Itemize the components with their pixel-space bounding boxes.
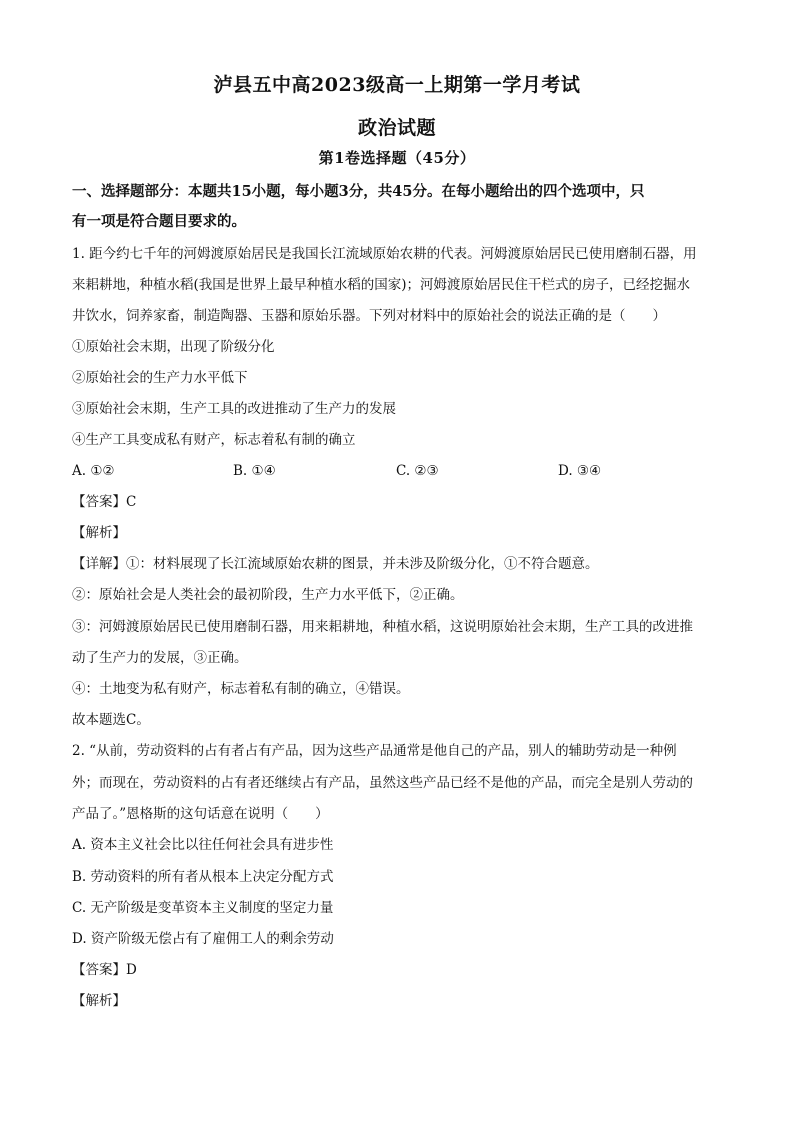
- q2-option-d: D. 资产阶级无偿占有了雇佣工人的剩余劳动: [72, 931, 334, 947]
- q1-detail-5: ④：土地变为私有财产，标志着私有制的确立，④错误。: [72, 681, 410, 697]
- q2-option-a: A. 资本主义社会比以往任何社会具有进步性: [72, 837, 334, 853]
- q2-analysis-label: 【解析】: [72, 993, 126, 1009]
- q2-option-c: C. 无产阶级是变革资本主义制度的坚定力量: [72, 900, 334, 916]
- q1-detail-3: ③：河姆渡原始居民已使用磨制石器，用来耜耕地，种植水稻，这说明原始社会末期，生产工具的改进推: [72, 619, 693, 635]
- q2-stem-3: 产品了。”恩格斯的这句话意在说明（ ）: [72, 806, 329, 822]
- exam-title: 泸县五中高2023级高一上期第一学月考试: [213, 74, 581, 96]
- q1-stem-1: 1. 距今约七千年的河姆渡原始居民是我国长江流域原始农耕的代表。河姆渡原始居民已使用磨制石器，用: [72, 246, 697, 262]
- section-instruction-1: 一、选择题部分：本题共15小题，每小题3分，共45分。在每小题给出的四个选项中，只: [72, 183, 645, 200]
- q1-detail-4: 动了生产力的发展，③正确。: [72, 650, 248, 666]
- q2-option-b: B. 劳动资料的所有者从根本上决定分配方式: [72, 869, 334, 885]
- q1-analysis-label: 【解析】: [72, 525, 126, 541]
- q1-detail-1: 【详解】①：材料展现了长江流域原始农耕的图景，并未涉及阶级分化，①不符合题意。: [72, 556, 599, 572]
- q1-statement-4: ④生产工具变成私有财产，标志着私有制的确立: [72, 432, 356, 448]
- q1-statement-1: ①原始社会末期，出现了阶级分化: [72, 339, 275, 355]
- q2-stem-2: 外；而现在，劳动资料的占有者还继续占有产品，虽然这些产品已经不是他的产品，而完全是别人劳动的: [72, 775, 693, 791]
- q1-detail-6: 故本题选C。: [72, 712, 150, 728]
- q1-answer: 【答案】C: [72, 494, 137, 510]
- q1-stem-3: 井饮水，饲养家畜，制造陶器、玉器和原始乐器。下列对材料中的原始社会的说法正确的是（ ）: [72, 308, 666, 324]
- q1-option-c: C. ②③: [396, 463, 439, 479]
- q1-option-d: D. ③④: [558, 463, 602, 479]
- q1-detail-2: ②：原始社会是人类社会的最初阶段，生产力水平低下，②正确。: [72, 587, 464, 603]
- q1-stem-2: 来耜耕地，种植水稻(我国是世界上最早种植水稻的国家)；河姆渡原始居民住干栏式的房子，已经挖掘水: [72, 277, 691, 293]
- q1-option-b: B. ①④: [233, 463, 276, 479]
- q2-stem-1: 2. “从前，劳动资料的占有者占有产品，因为这些产品通常是他自己的产品，别人的辅助劳动是一种例: [72, 743, 677, 759]
- subject-title: 政治试题: [357, 117, 436, 139]
- section-instruction-2: 有一项是符合题目要求的。: [72, 213, 246, 230]
- q1-statement-2: ②原始社会的生产力水平低下: [72, 370, 248, 386]
- q1-option-a: A. ①②: [72, 463, 115, 479]
- q1-statement-3: ③原始社会末期，生产工具的改进推动了生产力的发展: [72, 401, 396, 417]
- volume-title: 第1卷选择题（45分）: [318, 149, 476, 167]
- q2-answer: 【答案】D: [72, 962, 137, 978]
